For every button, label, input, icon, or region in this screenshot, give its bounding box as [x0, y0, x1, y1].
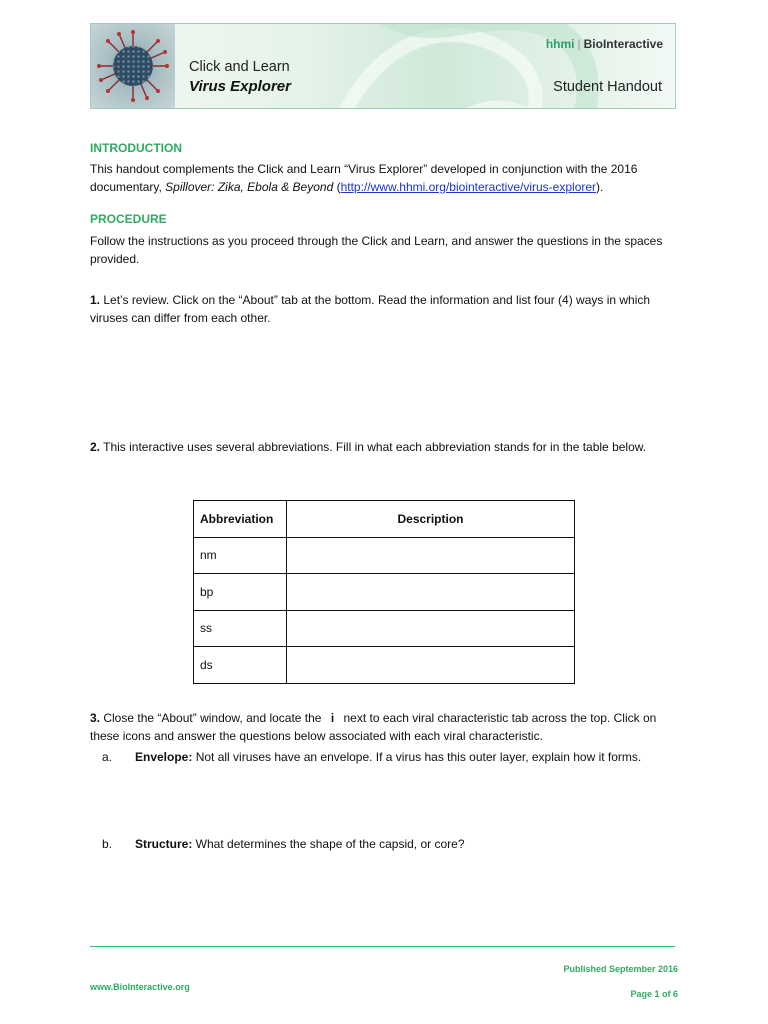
table-row — [194, 610, 575, 647]
website-link[interactable]: www.BioInteractive.org — [90, 982, 190, 992]
q3a-label: Envelope: — [135, 750, 193, 764]
table-row — [194, 647, 575, 684]
logo-hhmi: hhmi — [545, 37, 575, 51]
decorative-swirl — [311, 23, 611, 109]
description-cell[interactable] — [287, 574, 575, 611]
q3a-marker: a. — [102, 750, 113, 764]
series-label: Click and Learn — [189, 59, 290, 75]
abbreviation-table — [193, 500, 575, 684]
biointeractive-logo — [546, 37, 663, 51]
logo-biointeractive: BioInteractive — [583, 37, 663, 51]
intro-paren-open: ( — [333, 179, 341, 194]
q3-text-before: Close the “About” window, and locate the — [100, 711, 325, 725]
abbreviation-cell: bp — [194, 574, 287, 611]
page-number: Page 1 of 6 — [630, 989, 678, 999]
info-icon: i — [330, 711, 335, 725]
abbreviation-cell: ss — [194, 610, 287, 647]
q2-text: This interactive uses several abbreviations. Fill in what each abbreviation stands for in the table below. — [100, 440, 647, 454]
intro-paren-close: ). — [596, 179, 604, 194]
q3b-label: Structure: — [135, 837, 193, 851]
virus-icon — [91, 24, 175, 108]
published-date: Published September 2016 — [563, 964, 678, 974]
table-header-row — [194, 501, 575, 538]
question-1 — [90, 292, 670, 327]
intro-paragraph — [90, 161, 680, 196]
q3-number: 3. — [90, 711, 101, 725]
table-row — [194, 574, 575, 611]
virus-image — [91, 24, 175, 108]
table-row — [194, 537, 575, 574]
virus-explorer-link[interactable]: http://www.hhmi.org/biointeractive/virus-explorer — [340, 179, 597, 194]
footer-divider — [90, 946, 675, 947]
procedure-heading: PROCEDURE — [90, 212, 167, 226]
description-cell[interactable] — [287, 610, 575, 647]
abbreviation-cell: ds — [194, 647, 287, 684]
header-banner — [90, 23, 676, 109]
abbreviation-cell: nm — [194, 537, 287, 574]
q1-text: Let’s review. Click on the “About” tab at the bottom. Read the information and list four (4) ways in which viruses can differ from each other. — [90, 293, 651, 325]
question-2 — [90, 439, 655, 457]
intro-heading: INTRODUCTION — [90, 141, 182, 155]
q2-number: 2. — [90, 440, 101, 454]
procedure-text: Follow the instructions as you proceed through the Click and Learn, and answer the questions in the spaces provided. — [90, 234, 663, 266]
question-3 — [90, 710, 665, 745]
q1-number: 1. — [90, 293, 101, 307]
intro-text: This handout complements the Click and Learn “Virus Explorer” developed in conjunction with the 2016 documentary, — [90, 162, 638, 194]
description-column-header: Description — [287, 501, 575, 538]
handout-type: Student Handout — [553, 79, 662, 95]
q3a-text: Not all viruses have an envelope. If a virus has this outer layer, explain how it forms. — [192, 750, 642, 764]
q3b-item — [135, 836, 695, 853]
description-cell[interactable] — [287, 647, 575, 684]
q3b-text: What determines the shape of the capsid, or core? — [192, 837, 465, 851]
description-cell[interactable] — [287, 537, 575, 574]
logo-separator: | — [577, 37, 581, 51]
film-title: Spillover: Zika, Ebola & Beyond — [165, 179, 334, 194]
abbreviation-column-header: Abbreviation — [194, 501, 287, 538]
q3a-item — [135, 749, 695, 766]
q3b-marker: b. — [102, 837, 113, 851]
page-title: Virus Explorer — [189, 78, 291, 95]
q3-text-after: next to each viral characteristic tab across the top. Click on these icons and answer the questions below associated with each viral characteristic. — [90, 711, 657, 743]
